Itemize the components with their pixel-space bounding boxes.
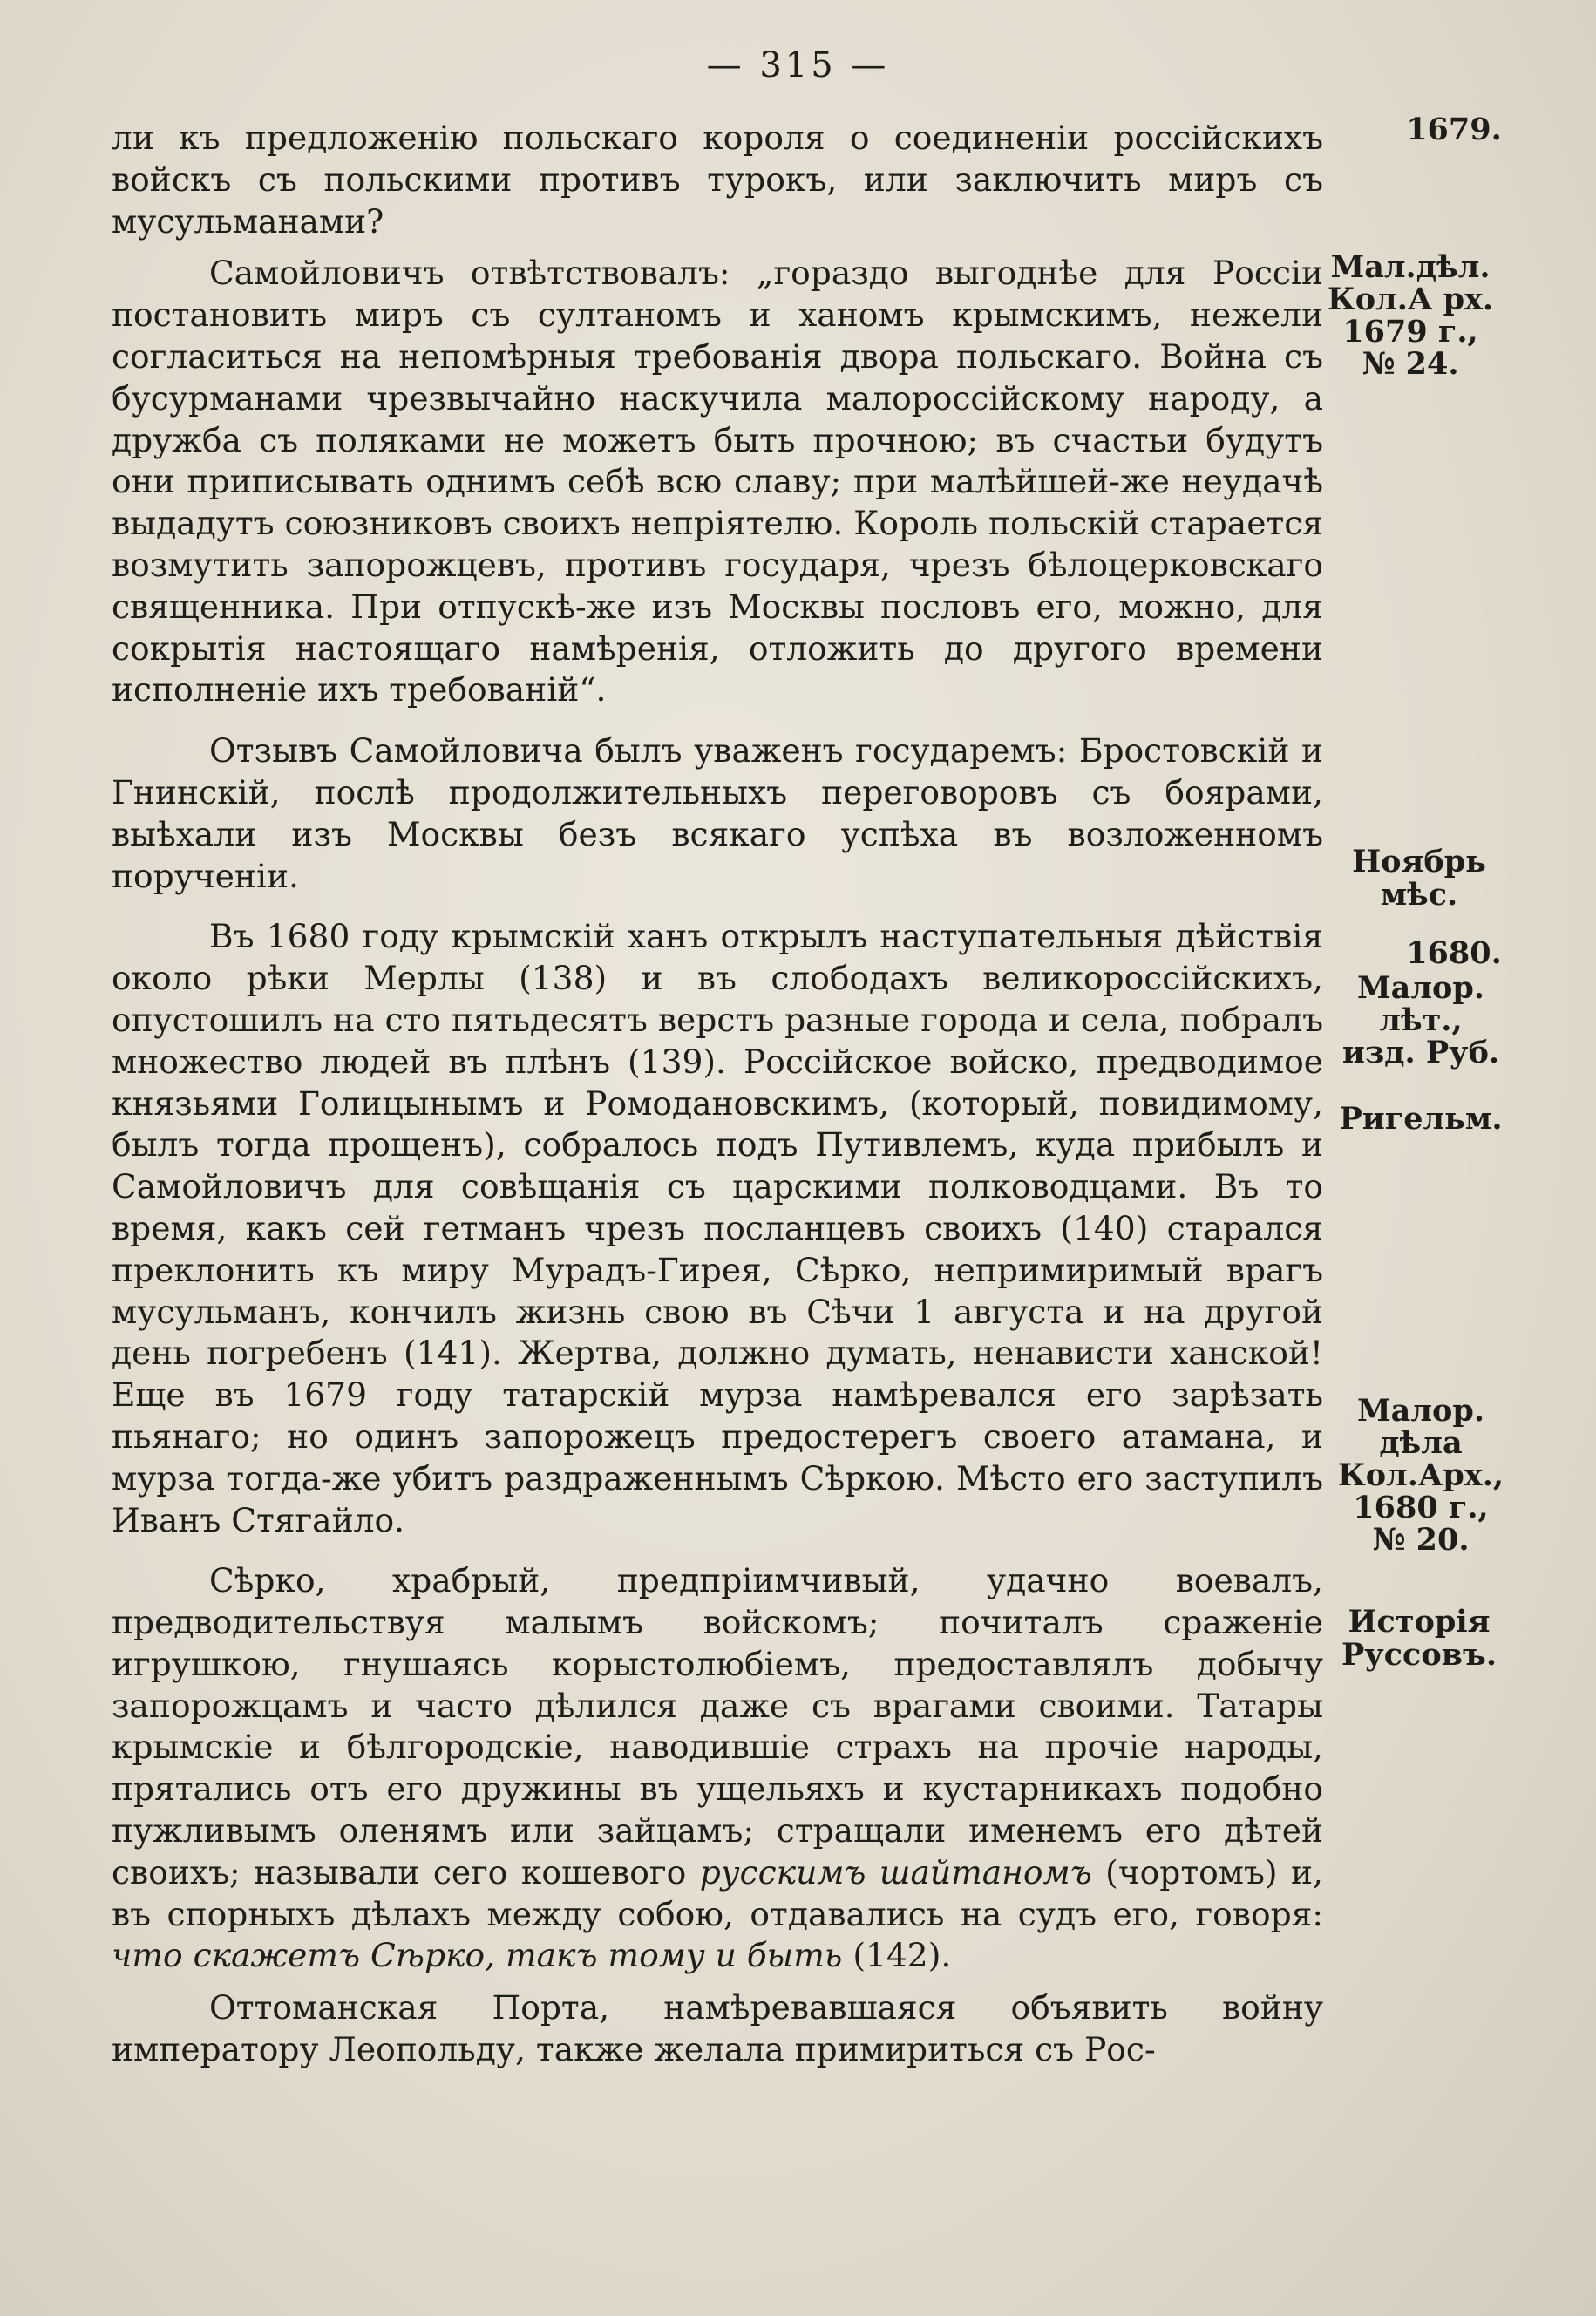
paragraph-5-italic-b: что скажетъ Сѣрко, такъ тому и быть bbox=[112, 1936, 843, 1975]
margin-note-line: дѣла bbox=[1379, 1425, 1463, 1461]
margin-note-line: Кол.Арх., bbox=[1337, 1457, 1504, 1493]
margin-note-line: Ноябрь bbox=[1352, 844, 1486, 880]
margin-note-line: Кол.А рх. bbox=[1327, 282, 1494, 317]
paragraph-3: Отзывъ Самойловича былъ уваженъ государемъ: Бростовскій и Гнинскій, послѣ продолжительныхъ переговоровъ съ боярами, выѣхали изъ Москвы безъ всякаго успѣха въ возложенномъ порученіи. bbox=[112, 731, 1323, 895]
paragraph-5-part-b: (чортомъ) и, въ спорныхъ дѣлахъ между собою, отдавались на судъ его, говоря: bbox=[112, 1852, 1323, 1933]
paragraph-5-part-c: (142). bbox=[842, 1936, 952, 1975]
margin-note-line: 1680. bbox=[1406, 935, 1502, 971]
paragraph-5-italic-a: русскимъ шайтаномъ bbox=[699, 1852, 1092, 1892]
margin-note-line: мѣс. bbox=[1380, 877, 1458, 913]
margin-note-line: № 24. bbox=[1362, 346, 1459, 382]
margin-note-line: 1679. bbox=[1406, 112, 1502, 147]
margin-note-line: лѣт., bbox=[1379, 1002, 1463, 1038]
margin-note-line: Исторія bbox=[1348, 1604, 1491, 1640]
margin-note-line: Мал.дѣл. bbox=[1330, 249, 1491, 285]
margin-note-7 bbox=[1334, 1395, 1508, 1556]
paragraph-2: Самойловичъ отвѣтствовалъ: „гораздо выгоднѣе для Россіи постановить миръ съ султаномъ и ханомъ крымскимъ, нежели согласиться на непомѣрныя требованія двора польскаго. Война съ бусурманами чрезвычайно наскучила малороссійскому народу, а дружба съ поляками не можетъ быть прочною; въ счастьи будутъ они приписывать однимъ себѣ всю славу; при малѣйшей-же неудачѣ выдадутъ союзниковъ своихъ непріятелю. Король польскій старается возмутить запорожцевъ, противъ государя, чрезъ бѣлоцерковскаго священника. При отпускѣ-же изъ Москвы пословъ его, можно, для сокрытія настоящаго намѣренія, отложить до другого времени исполненіе ихъ требованій“. bbox=[112, 254, 1323, 710]
paragraph-1: ли къ предложенію польскаго короля о соединеніи россійскихъ войскъ съ польскими противъ турокъ, или заключить миръ съ мусульманами? bbox=[112, 119, 1323, 241]
paragraph-6: Оттоманская Порта, намѣревавшаяся объявить войну императору Леопольду, также желала примириться съ Рос- bbox=[112, 1988, 1323, 2069]
margin-note-line: Ригельм. bbox=[1339, 1101, 1503, 1137]
margin-note-line: Малор. bbox=[1356, 970, 1485, 1006]
page-number: — 315 — bbox=[706, 45, 890, 85]
margin-note-line: 1680 г., bbox=[1353, 1490, 1489, 1525]
margin-note-6 bbox=[1334, 1103, 1508, 1136]
margin-note-1 bbox=[1367, 113, 1541, 146]
margin-note-line: Руссовъ. bbox=[1341, 1637, 1498, 1673]
margin-note-3 bbox=[1332, 846, 1506, 912]
margin-note-8 bbox=[1332, 1606, 1506, 1672]
margin-note-5 bbox=[1334, 972, 1508, 1069]
margin-note-line: Малор. bbox=[1356, 1393, 1485, 1429]
margin-note-4 bbox=[1367, 937, 1541, 970]
paragraph-4: Въ 1680 году крымскій ханъ открылъ наступательныя дѣйствія около рѣки Мерлы (138) и въ слободахъ великороссійскихъ, опустошилъ на сто пятьдесятъ верстъ разные города и села, побралъ множество людей въ плѣнъ (139). Россійское войско, предводимое князьями Голицынымъ и Ромодановскимъ, (который, повидимому, былъ тогда прощенъ), собралось подъ Путивлемъ, куда прибылъ и Самойловичъ для совѣщанія съ царскими полководцами. Въ то время, какъ сей гетманъ чрезъ посланцевъ своихъ (140) старался преклонить къ миру Мурадъ-Гирея, Сѣрко, непримиримый врагъ мусульманъ, кончилъ жизнь свою въ Сѣчи 1 августа и на другой день погребенъ (141). Жертва, должно думать, ненависти ханской! Еще въ 1679 году татарскій мурза намѣревался его зарѣзать пьянаго; но одинъ запорожецъ предостерегъ своего атамана, и мурза тогда-же убитъ раздраженнымъ Сѣркою. Мѣсто его заступилъ Иванъ Стягайло. bbox=[112, 917, 1323, 1539]
margin-note-line: 1679 г., bbox=[1342, 314, 1478, 350]
paragraph-5-part-a: Сѣрко, храбрый, предпріимчивый, удачно воевалъ, предводительствуя малымъ войскомъ; почиталъ сраженіе игрушкою, гнушаясь корыстолюбіемъ, предоставлялъ добычу запорожцамъ и часто дѣлился даже съ врагами своими. Татары крымскіе и бѣлгородскіе, наводившіе страхъ на прочіе народы, прятались отъ его дружины въ ущельяхъ и кустарникахъ подобно пужливымъ оленямъ или зайцамъ; стращали именемъ его дѣтей своихъ; называли сего кошевого bbox=[112, 1561, 1323, 1892]
margin-note-line: № 20. bbox=[1372, 1522, 1470, 1558]
margin-note-line: изд. Руб. bbox=[1341, 1035, 1500, 1070]
paragraph-5 bbox=[112, 1560, 1323, 1977]
main-text-column bbox=[112, 118, 1323, 2071]
margin-note-2 bbox=[1323, 251, 1498, 380]
